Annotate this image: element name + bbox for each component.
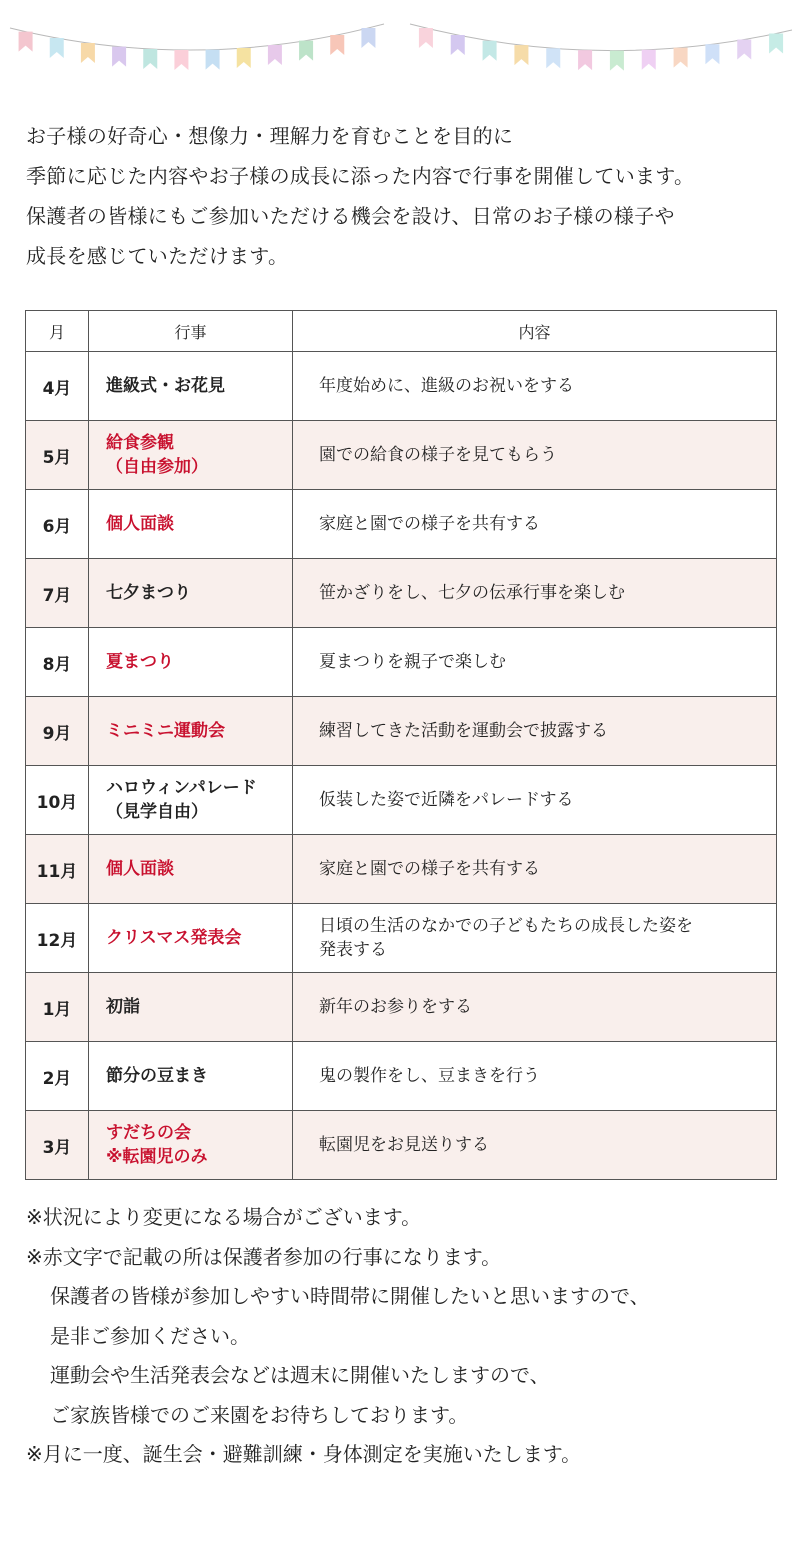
- content-line: 笹かざりをし、七夕の伝承行事を楽しむ: [319, 583, 625, 603]
- bunting-flag: [361, 28, 375, 48]
- intro-line: お子様の好奇心・想像力・理解力を育むことを目的に: [26, 124, 514, 148]
- note-line: ※状況により変更になる場合がございます。: [26, 1205, 422, 1229]
- intro-line: 保護者の皆様にもご参加いただける機会を設け、日常のお子様の様子や: [26, 204, 675, 228]
- row-event: [89, 697, 293, 766]
- event-line: ミニミニ運動会: [106, 721, 225, 741]
- row-event: [89, 973, 293, 1042]
- bunting-flag: [206, 50, 220, 70]
- row-month: 11月: [26, 835, 89, 904]
- row-event: [89, 904, 293, 973]
- row-month: 5月: [26, 421, 89, 490]
- intro-line: 成長を感じていただけます。: [26, 244, 289, 268]
- content-line: 夏まつりを親子で楽しむ: [319, 652, 506, 672]
- table-header-row: [26, 311, 777, 352]
- content-line: 家庭と園での様子を共有する: [319, 514, 540, 534]
- note-line: ※月に一度、誕生会・避難訓練・身体測定を実施いたします。: [26, 1442, 582, 1466]
- content-line: 転園児をお見送りする: [319, 1135, 489, 1155]
- event-line: 夏まつり: [106, 652, 174, 672]
- bunting-string: [10, 24, 384, 50]
- row-event: [89, 1042, 293, 1111]
- row-content: [293, 973, 777, 1042]
- row-content: [293, 421, 777, 490]
- content-line: 年度始めに、進級のお祝いをする: [319, 376, 574, 396]
- event-line: （見学自由）: [106, 802, 208, 822]
- bunting-flag: [174, 50, 188, 70]
- event-line: 個人面談: [106, 859, 174, 879]
- content-line: 家庭と園での様子を共有する: [319, 859, 540, 879]
- row-content: [293, 490, 777, 559]
- event-line: クリスマス発表会: [106, 928, 242, 948]
- row-month: 3月: [26, 1111, 89, 1180]
- row-month: 12月: [26, 904, 89, 973]
- bunting-flag: [483, 41, 497, 61]
- content-line: 園での給食の様子を見てもらう: [319, 445, 557, 465]
- intro-text: [26, 116, 796, 276]
- header-event: 行事: [89, 311, 293, 352]
- content-line: 日頃の生活のなかでの子どもたちの成長した姿を: [319, 916, 693, 936]
- table-row: [26, 352, 777, 421]
- row-month: 10月: [26, 766, 89, 835]
- event-line: （自由参加）: [106, 457, 208, 477]
- row-month: 1月: [26, 973, 89, 1042]
- row-month: 6月: [26, 490, 89, 559]
- bunting-flag: [237, 48, 251, 68]
- event-line: 七夕まつり: [106, 583, 191, 603]
- bunting-flag: [330, 35, 344, 55]
- table-row: [26, 421, 777, 490]
- row-content: [293, 766, 777, 835]
- row-event: [89, 352, 293, 421]
- row-month: 2月: [26, 1042, 89, 1111]
- table-row: [26, 697, 777, 766]
- bunting-flag: [268, 45, 282, 65]
- bunting-flag: [451, 35, 465, 55]
- row-event: [89, 628, 293, 697]
- row-content: [293, 1111, 777, 1180]
- note-line: 保護者の皆様が参加しやすい時間帯に開催したいと思いますので、: [50, 1284, 650, 1308]
- row-content: [293, 697, 777, 766]
- event-schedule-table: [25, 310, 777, 1180]
- content-line: 新年のお参りをする: [319, 997, 472, 1017]
- bunting-string: [410, 24, 792, 51]
- table-row: [26, 559, 777, 628]
- table-row: [26, 766, 777, 835]
- table-row: [26, 835, 777, 904]
- bunting-flag: [642, 50, 656, 70]
- intro-line: 季節に応じた内容やお子様の成長に添った内容で行事を開催しています。: [26, 164, 695, 188]
- note-line: 是非ご参加ください。: [50, 1323, 250, 1348]
- row-month: 8月: [26, 628, 89, 697]
- event-line: 進級式・お花見: [106, 376, 225, 396]
- table-row: [26, 1111, 777, 1180]
- bunting-flag: [19, 32, 33, 52]
- bunting-flag: [143, 49, 157, 69]
- row-month: 4月: [26, 352, 89, 421]
- row-event: [89, 559, 293, 628]
- header-content: 内容: [293, 311, 777, 352]
- row-month: 7月: [26, 559, 89, 628]
- table-row: [26, 973, 777, 1042]
- event-line: 給食参観: [106, 433, 174, 453]
- bunting-flag: [674, 48, 688, 68]
- row-event: [89, 835, 293, 904]
- note-line: ※赤文字で記載の所は保護者参加の行事になります。: [26, 1244, 502, 1269]
- row-content: [293, 1042, 777, 1111]
- bunting-flag: [546, 48, 560, 68]
- row-content: [293, 559, 777, 628]
- event-line: ※転園児のみ: [106, 1147, 208, 1167]
- bunting-left: [10, 24, 384, 70]
- bunting-flag: [610, 51, 624, 71]
- content-line: 鬼の製作をし、豆まきを行う: [319, 1066, 540, 1086]
- bunting-flag: [419, 28, 433, 48]
- bunting-flag: [578, 50, 592, 70]
- bunting-flag: [112, 47, 126, 67]
- bunting-flag: [705, 44, 719, 64]
- event-line: 初詣: [106, 997, 140, 1017]
- bunting-flag: [514, 45, 528, 65]
- row-content: [293, 628, 777, 697]
- notes: [26, 1198, 796, 1475]
- bunting-flag: [769, 34, 783, 54]
- bunting-right: [410, 24, 792, 71]
- row-content: [293, 904, 777, 973]
- note-line: 運動会や生活発表会などは週末に開催いたしますので、: [50, 1363, 550, 1387]
- row-event: [89, 490, 293, 559]
- row-content: [293, 835, 777, 904]
- content-line: 練習してきた活動を運動会で披露する: [319, 721, 608, 741]
- event-line: 個人面談: [106, 514, 174, 534]
- bunting-flag: [81, 43, 95, 63]
- content-line: 発表する: [319, 940, 387, 960]
- header-month: 月: [26, 311, 89, 352]
- table-row: [26, 1042, 777, 1111]
- note-line: ご家族皆様でのご来園をお待ちしております。: [50, 1402, 469, 1427]
- event-line: ハロウィンパレード: [106, 778, 257, 798]
- bunting-decoration: [0, 0, 800, 110]
- content-line: 仮装した姿で近隣をパレードする: [319, 790, 574, 810]
- table-row: [26, 904, 777, 973]
- table-row: [26, 490, 777, 559]
- event-line: 節分の豆まき: [106, 1066, 208, 1086]
- row-event: [89, 421, 293, 490]
- row-content: [293, 352, 777, 421]
- table-row: [26, 628, 777, 697]
- event-line: すだちの会: [106, 1123, 191, 1143]
- bunting-flag: [299, 41, 313, 61]
- row-event: [89, 1111, 293, 1180]
- row-event: [89, 766, 293, 835]
- bunting-flag: [50, 38, 64, 58]
- row-month: 9月: [26, 697, 89, 766]
- bunting-flag: [737, 40, 751, 60]
